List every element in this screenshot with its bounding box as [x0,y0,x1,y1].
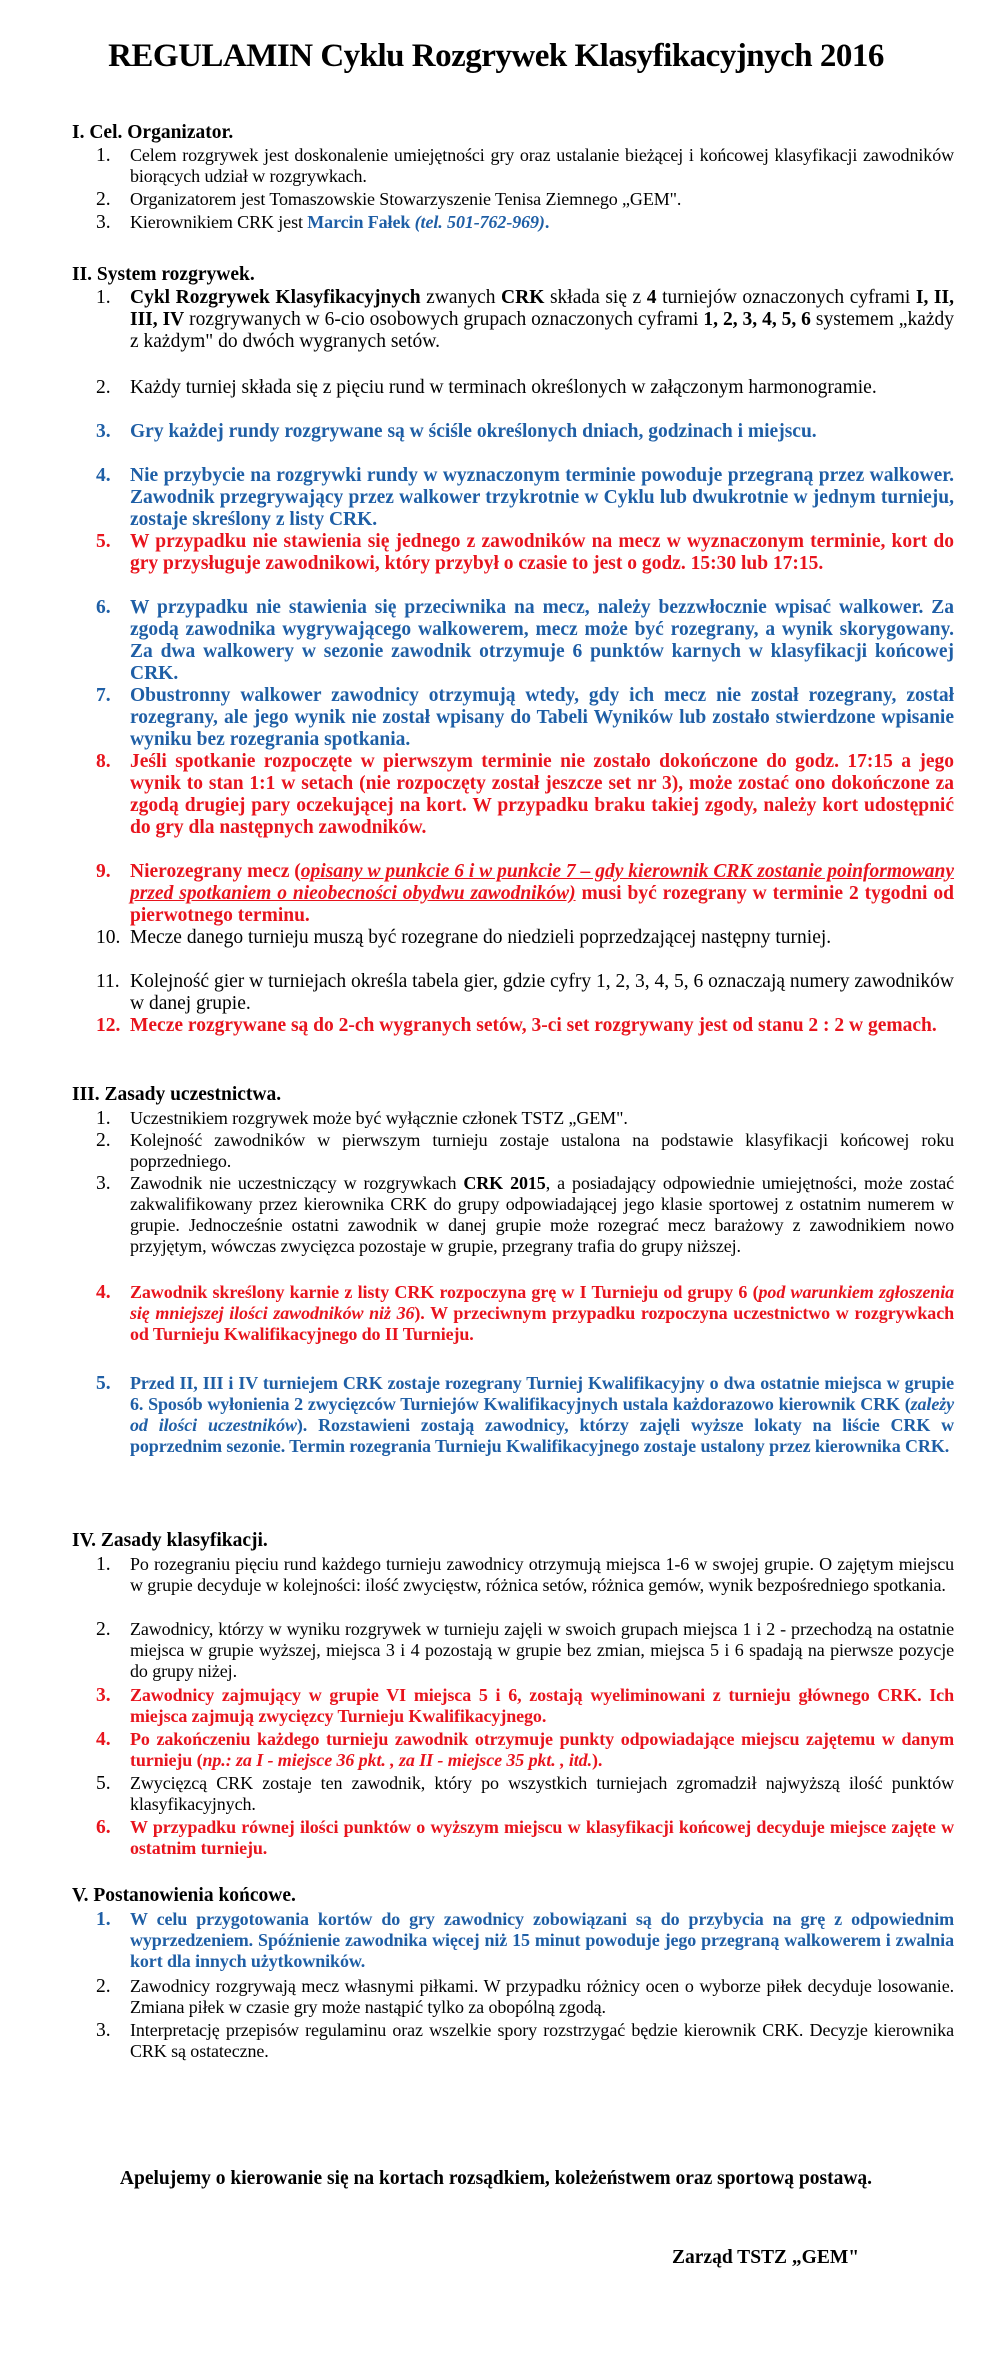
text-segment: Zawodnik nie uczestniczący w rozgrywkach [130,1173,464,1193]
text-segment: pod warunkiem zgłoszenia się mniejszej ilości zawodników niż 36 [130,1282,954,1323]
list-item [96,212,954,233]
item-number: 3. [96,2020,111,2041]
item-number: 4. [96,1729,111,1750]
text-segment: zależy od ilości uczestników [130,1394,954,1435]
item-number: 8. [96,751,111,772]
text-segment: np.: za I - miejsce 36 pkt. , za II - miejsce 35 pkt. , itd. [202,1750,592,1770]
list-item [96,1976,954,2018]
text-segment: Kierownikiem CRK jest [130,212,308,232]
list-item [96,1282,954,1345]
item-text: Zawodnicy, którzy w wyniku rozgrywek w turnieju zajęli w swoich grupach miejsca 1 i 2 - przechodzą na ostatnie miejsca w grupie wyższej, miejsca 3 i 4 pozostają w grupie bez zmian, miejsca 5 i 6 spadają na pierwsze pozycje do grupy niżej. [130,1619,954,1681]
list-item [96,1773,954,1815]
item-number: 5. [96,1373,111,1394]
item-text [130,287,954,353]
text-segment: zwanych [420,287,502,308]
list-item [96,189,954,210]
closing-appeal: Apelujemy o kierowanie się na kortach rozsądkiem, koleżeństwem oraz sportową postawą. [119,2168,873,2189]
text-segment: I, II, III, IV [130,287,954,330]
list-item [96,1108,954,1129]
item-text: Zawodnicy rozgrywają mecz własnymi piłkami. W przypadku różnicy ocen o wyborze piłek decyduje losowanie. Zmiana piłek w czasie gry może nastąpić tylko za obopólną zgodą. [130,1976,954,2017]
item-number: 1. [96,287,111,308]
list-item [96,1685,954,1727]
item-text: Każdy turniej składa się z pięciu rund w terminach określonych w załączonym harmonogramie. [130,377,877,398]
item-text [130,1729,954,1771]
list-item [96,1554,954,1596]
list-item [96,861,954,927]
list-item [96,927,954,949]
item-number: 7. [96,685,111,706]
item-text [130,212,954,233]
list-item [96,971,954,1015]
text-segment: Zawodnik skreślony karnie z listy CRK rozpoczyna grę w I Turnieju od grupy 6 ( [130,1282,759,1302]
item-text: Kolejność zawodników w pierwszym turnieju zostaje ustalona na podstawie klasyfikacji końcowej roku poprzedniego. [130,1130,954,1171]
item-text: Uczestnikiem rozgrywek może być wyłącznie członek TSTZ „GEM". [130,1108,628,1128]
item-text: Po rozegraniu pięciu rund każdego turnieju zawodnicy otrzymują miejsca 1-6 w swojej grupie. O zajętym miejscu w grupie decyduje w kolejności: ilość zwycięstw, różnica setów, różnica gemów, wynik bezpośredniego spotkania. [130,1554,954,1595]
text-segment: ). [591,1750,603,1770]
item-text: Gry każdej rundy rozgrywane są w ściśle określonych dniach, godzinach i miejscu. [130,421,817,442]
item-number: 12. [96,1015,121,1036]
item-number: 2. [96,1619,111,1640]
item-text: Nie przybycie na rozgrywki rundy w wyznaczonym terminie powoduje przegraną przez walkower. Zawodnik przegrywający przez walkower trzykrotnie w Cyklu lub dwukrotnie w jednym turnieju, zostaje skreślony z listy CRK. [130,465,954,530]
list-item [96,1909,954,1972]
item-number: 3. [96,421,111,442]
item-number: 11. [96,971,120,992]
item-number: 10. [96,927,121,948]
list-item [96,685,954,751]
list-item [96,531,954,575]
list-item [96,1619,954,1682]
text-segment: , a posiadający odpowiednie umiejętności, może zostać zakwalifikowany przez kierownika CRK do grupy odpowiadającej jego klasie sportowej z ostatnim numerem w grupie. Jednocześnie ostatni zawodnik w danej grupie może rozegrać mecz barażowy z zawodnikiem nowo przyjętym, wówczas zwycięzca pozostaje w grupie, przegrany trafia do grupy niższej. [130,1173,954,1256]
item-text: Zawodnicy zajmujący w grupie VI miejsca 5 i 6, zostają wyeliminowani z turnieju głównego CRK. Ich miejsca zajmują zwycięzcy Turnieju Kwalifikacyjnego. [130,1685,954,1726]
item-number: 3. [96,1173,111,1194]
item-number: 1. [96,1554,111,1575]
item-number: 3. [96,212,111,233]
item-text [130,1173,954,1257]
item-text: Jeśli spotkanie rozpoczęte w pierwszym terminie nie zostało dokończone do godz. 17:15 a jego wynik to stan 1:1 w setach (nie rozpoczęty został jeszcze set nr 3), może zostać ono dokończone za zgodą drugiej pary oczekującej na kort. W przypadku braku takiej zgody, należy kort udostępnić do gry dla następnych zawodników. [130,751,954,838]
item-text [130,861,954,927]
item-text: W celu przygotowania kortów do gry zawodnicy zobowiązani są do przybycia na grę z odpowiednim wyprzedzeniem. Spóźnienie zawodnika więcej niż 15 minut powoduje jego przegraną walkowerem i zwalnia kort dla innych użytkowników. [130,1909,954,1971]
item-text: Zwycięzcą CRK zostaje ten zawodnik, który po wszystkich turniejach zgromadził najwyższą ilość punktów klasyfikacyjnych. [130,1773,954,1814]
text-segment: musi być rozegrany w terminie 2 tygodni od pierwotnego terminu. [130,883,954,926]
section-heading-goal-organizer: I. Cel. Organizator. [72,122,234,143]
item-text: Mecze rozgrywane są do 2-ch wygranych setów, 3-ci set rozgrywany jest od stanu 2 : 2 w gemach. [130,1015,937,1036]
text-segment: . [544,212,550,232]
text-segment: rozgrywanych w 6-cio osobowych grupach oznaczonych cyframi [184,309,704,330]
section-heading-classification-rules: IV. Zasady klasyfikacji. [72,1530,268,1551]
list-item [96,1373,954,1457]
item-number: 5. [96,531,111,552]
item-text: Mecze danego turnieju muszą być rozegrane do niedzieli poprzedzającej następny turniej. [130,927,832,948]
list-item [96,1130,954,1172]
item-number: 1. [96,1909,111,1930]
item-number: 2. [96,377,111,398]
item-text [130,1373,954,1457]
text-segment: składa się z [544,287,647,308]
item-number: 2. [96,1130,111,1151]
list-item [96,145,954,187]
text-segment: Nierozegrany mecz ( [130,861,301,882]
item-number: 4. [96,465,111,486]
list-item [96,2020,954,2062]
text-segment: CRK 2015 [463,1173,546,1193]
item-number: 5. [96,1773,111,1794]
text-segment: ). W przeciwnym przypadku rozpoczyna uczestnictwo w rozgrywkach od Turnieju Kwalifikacyjnego do II Turnieju. [130,1303,954,1344]
text-segment: Po zakończeniu każdego turnieju zawodnik otrzymuje punkty odpowiadające miejscu zajętemu w danym turnieju ( [130,1729,954,1770]
item-number: 3. [96,1685,111,1706]
document-title: REGULAMIN Cyklu Rozgrywek Klasyfikacyjnych 2016 [108,38,884,74]
item-number: 6. [96,1817,111,1838]
section-heading-participation-rules: III. Zasady uczestnictwa. [72,1084,282,1105]
text-segment: Cykl Rozgrywek Klasyfikacyjnych [130,287,421,308]
list-item [96,287,954,353]
section-heading-competition-system: II. System rozgrywek. [72,264,255,285]
item-text: Obustronny walkower zawodnicy otrzymują wtedy, gdy ich mecz nie został rozegrany, został rozegrany, ale jego wynik nie został wpisany do Tabeli Wyników lub zostało stwierdzone wpisanie wyniku bez rozegrania spotkania. [130,685,954,750]
item-number: 9. [96,861,111,882]
item-text: W przypadku równej ilości punktów o wyższym miejscu w klasyfikacji końcowej decyduje miejsce zajęte w ostatnim turnieju. [130,1817,954,1858]
list-item [96,1817,954,1859]
list-item [96,751,954,839]
item-number: 2. [96,189,111,210]
item-number: 4. [96,1282,111,1303]
item-number: 1. [96,145,111,166]
item-text: W przypadku nie stawienia się jednego z zawodników na mecz w wyznaczonym terminie, kort do gry przysługuje zawodnikowi, który przybył o czasie to jest o godz. 15:30 lub 17:15. [130,531,954,574]
item-number: 6. [96,597,111,618]
item-text: Interpretację przepisów regulaminu oraz wszelkie spory rozstrzygać będzie kierownik CRK. Decyzje kierownika CRK są ostateczne. [130,2020,954,2061]
item-text: Kolejność gier w turniejach określa tabela gier, gdzie cyfry 1, 2, 3, 4, 5, 6 oznaczają numery zawodników w danej grupie. [130,971,954,1014]
text-segment: CRK [501,287,545,308]
list-item [96,421,954,443]
list-item [96,1173,954,1257]
list-item [96,1015,954,1037]
item-text: Organizatorem jest Tomaszowskie Stowarzyszenie Tenisa Ziemnego „GEM". [130,189,682,209]
text-segment: systemem „każdy z każdym" do dwóch wygranych setów. [130,309,955,352]
list-item [96,597,954,685]
text-segment: 4 [646,287,657,308]
item-number: 2. [96,1976,111,1997]
text-segment: opisany w punkcie 6 i w punkcie 7 – gdy kierownik CRK zostanie poinformowany przed spotkaniem o nieobecności obydwu zawodników) [130,861,954,904]
list-item [96,465,954,531]
signature: Zarząd TSTZ „GEM" [672,2247,860,2268]
item-text: Celem rozgrywek jest doskonalenie umiejętności gry oraz ustalanie bieżącej i końcowej klasyfikacji zawodników biorących udział w rozgrywkach. [130,145,954,186]
section-heading-final-provisions: V. Postanowienia końcowe. [72,1885,296,1906]
text-segment: ). Rozstawieni zostają zawodnicy, którzy zajęli wyższe lokaty na liście CRK w poprzednim sezonie. Termin rozegrania Turnieju Kwalifikacyjnego zostaje ustalony przez kierownika CRK. [130,1415,955,1456]
item-text [130,1282,954,1345]
text-segment: turniejów oznaczonych cyframi [656,287,916,308]
list-item [96,1729,954,1771]
manager-name: Marcin Fałek [307,212,411,232]
text-segment: Przed II, III i IV turniejem CRK zostaje rozegrany Turniej Kwalifikacyjny o dwa ostatnie miejsca w grupie 6. Sposób wyłonienia 2 zwycięzców Turniejów Kwalifikacyjnych ustala każdorazowo kierownik CRK ( [130,1373,954,1414]
list-item [96,377,954,399]
item-number: 1. [96,1108,111,1129]
text-segment: 1, 2, 3, 4, 5, 6 [703,309,811,330]
item-text: W przypadku nie stawienia się przeciwnika na mecz, należy bezzwłocznie wpisać walkower. Za zgodą zawodnika wygrywającego walkowerem, mecz może być rozegrany, a wynik skorygowany. Za dwa walkowery w sezonie zawodnik otrzymuje 6 punktów karnych w klasyfikacji końcowej CRK. [130,597,954,684]
manager-phone: (tel. 501-762-969) [414,212,545,232]
